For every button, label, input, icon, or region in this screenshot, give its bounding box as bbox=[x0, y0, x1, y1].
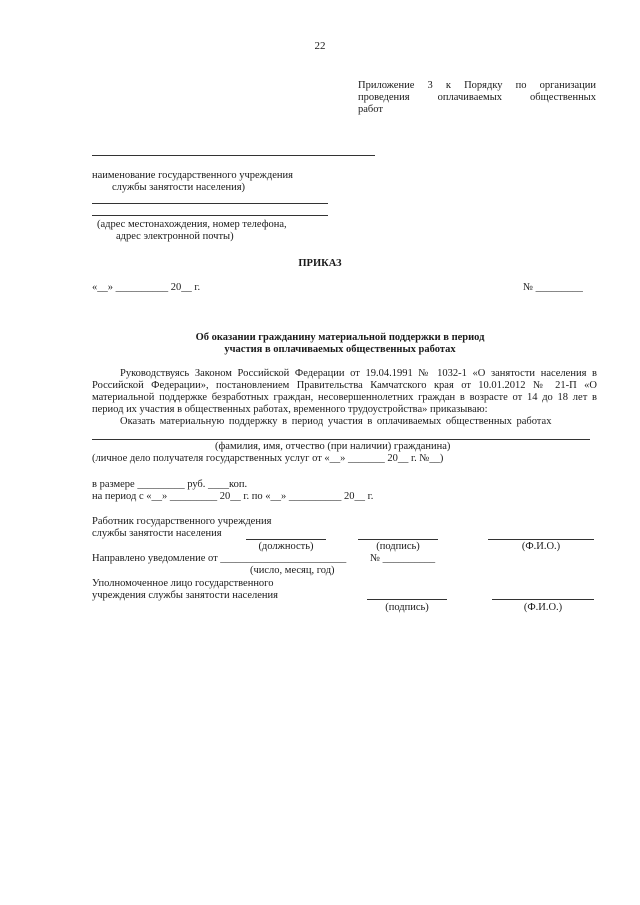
fio-label: (Ф.И.О.) bbox=[521, 541, 561, 552]
citizen-label: (фамилия, имя, отчество (при наличии) гражданина) bbox=[215, 441, 451, 452]
signature-line bbox=[358, 539, 438, 540]
appendix-line: проведения оплачиваемых общественных bbox=[358, 92, 596, 103]
paragraph-line: Российской Федерации», постановлением Правительства Камчатского края от 10.01.2012 № 21-П «О bbox=[92, 380, 597, 391]
address-label-1: (адрес местонахождения, номер телефона, bbox=[97, 219, 287, 230]
fio-label-2: (Ф.И.О.) bbox=[523, 602, 563, 613]
address-label-2: адрес электронной почты) bbox=[116, 231, 234, 242]
notice-date-label: (число, месяц, год) bbox=[250, 565, 335, 576]
subject-line-1: Об оказании гражданину материальной поддержки в период bbox=[195, 332, 485, 343]
institution-name-line bbox=[92, 155, 375, 156]
position-line bbox=[246, 539, 326, 540]
paragraph-line: период их участия в общественных работах, временного трудоустройства» приказываю: bbox=[92, 404, 488, 415]
paragraph-line: Оказать материальную поддержку в период участия в оплачиваемых общественных работах bbox=[120, 416, 552, 427]
signature-label: (подпись) bbox=[376, 541, 420, 552]
authorized-label-2: учреждения службы занятости населения bbox=[92, 590, 278, 601]
fio-line bbox=[488, 539, 594, 540]
fio-line-2 bbox=[492, 599, 594, 600]
citizen-name-line bbox=[92, 439, 590, 440]
order-title: ПРИКАЗ bbox=[298, 258, 342, 269]
page-number: 22 bbox=[314, 40, 326, 52]
address-line-2 bbox=[92, 215, 328, 216]
order-number: № _________ bbox=[523, 282, 583, 293]
appendix-line: Приложение 3 к Порядку по организации bbox=[358, 80, 596, 91]
order-date: «__» __________ 20__ г. bbox=[92, 282, 201, 293]
employee-label-1: Работник государственного учреждения bbox=[92, 516, 272, 527]
subject-line-2: участия в оплачиваемых общественных работах bbox=[224, 344, 456, 355]
body-paragraph bbox=[92, 368, 597, 428]
paragraph-line: материальной поддержке безработных граждан, несовершеннолетних граждан в возрасте от 14 до 18 лет в bbox=[92, 392, 597, 403]
amount-line: в размере _________ руб. ____коп. bbox=[92, 479, 248, 490]
appendix-line: работ bbox=[358, 104, 383, 115]
notice-number: № __________ bbox=[370, 553, 436, 564]
position-label: (должность) bbox=[258, 541, 314, 552]
paragraph-line: Руководствуясь Законом Российской Федерации от 19.04.1991 № 1032-1 «О занятости населения в bbox=[120, 368, 597, 379]
authorized-label-1: Уполномоченное лицо государственного bbox=[92, 578, 274, 589]
address-line-1 bbox=[92, 203, 328, 204]
signature-label-2: (подпись) bbox=[385, 602, 429, 613]
institution-label-2: службы занятости населения) bbox=[112, 182, 246, 193]
period-line: на период с «__» _________ 20__ г. по «__» __________ 20__ г. bbox=[92, 491, 374, 502]
notice-text: Направлено уведомление от ________________________ bbox=[92, 553, 347, 564]
personal-file: (личное дело получателя государственных услуг от «__» _______ 20__ г. №__) bbox=[92, 453, 444, 464]
appendix-block bbox=[358, 80, 596, 116]
employee-label-2: службы занятости населения bbox=[92, 528, 222, 539]
signature-line-2 bbox=[367, 599, 447, 600]
institution-label-1: наименование государственного учреждения bbox=[92, 170, 293, 181]
